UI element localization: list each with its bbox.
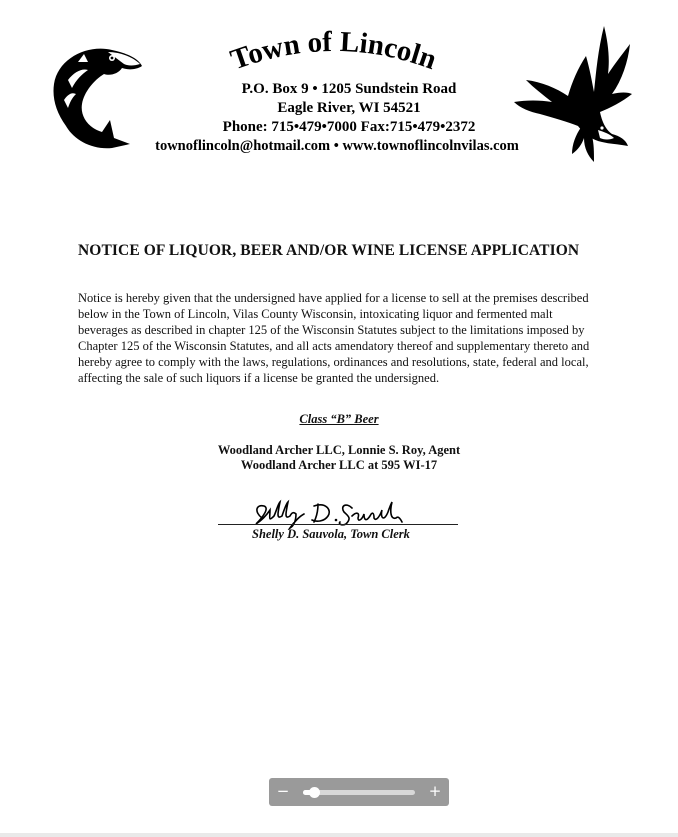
contact-line: townoflincoln@hotmail.com • www.townoflincolnvilas.com (155, 138, 519, 154)
notice-title: NOTICE OF LIQUOR, BEER AND/OR WINE LICENSE APPLICATION (78, 242, 580, 259)
applicant-block (0, 443, 678, 473)
license-class-text: Class “B” Beer (299, 412, 379, 426)
address-line-1: P.O. Box 9 • 1205 Sundstein Road (241, 81, 457, 97)
notice-body (78, 290, 590, 386)
page-bottom-edge (0, 833, 678, 837)
town-title-text: Town of Lincoln (226, 25, 441, 77)
zoom-out-button[interactable]: − (276, 782, 290, 800)
phone-line: Phone: 715•479•7000 Fax:715•479•2372 (222, 119, 476, 135)
license-class (0, 412, 678, 427)
zoom-slider-track[interactable] (303, 790, 415, 795)
zoom-slider-thumb[interactable] (309, 787, 320, 798)
signer-name: Shelly D. Sauvola, Town Clerk (252, 527, 410, 541)
notice-body-text: Notice is hereby given that the undersigned have applied for a license to sell at the premises described below in the Town of Lincoln, Vilas County Wisconsin, intoxicating liquor and fermented malt beverages as described in chapter 125 of the Wisconsin Statutes subject to the limitations imposed by Chapter 125 of the Wisconsin Statutes, and all acts amendatory thereof and supplementary thereto and hereby agree to comply with the laws, regulations, ordinances and resolutions, state, federal and local, affecting the sale of such liquors if a license be granted the undersigned. (78, 291, 590, 385)
applicant-line-1: Woodland Archer LLC, Lonnie S. Roy, Agent (217, 443, 461, 457)
address-line-2: Eagle River, WI 54521 (277, 100, 421, 116)
zoom-control (269, 778, 449, 806)
zoom-in-button[interactable]: + (428, 782, 442, 800)
applicant-line-2: Woodland Archer LLC at 595 WI-17 (240, 458, 438, 472)
signature-line (218, 524, 458, 525)
